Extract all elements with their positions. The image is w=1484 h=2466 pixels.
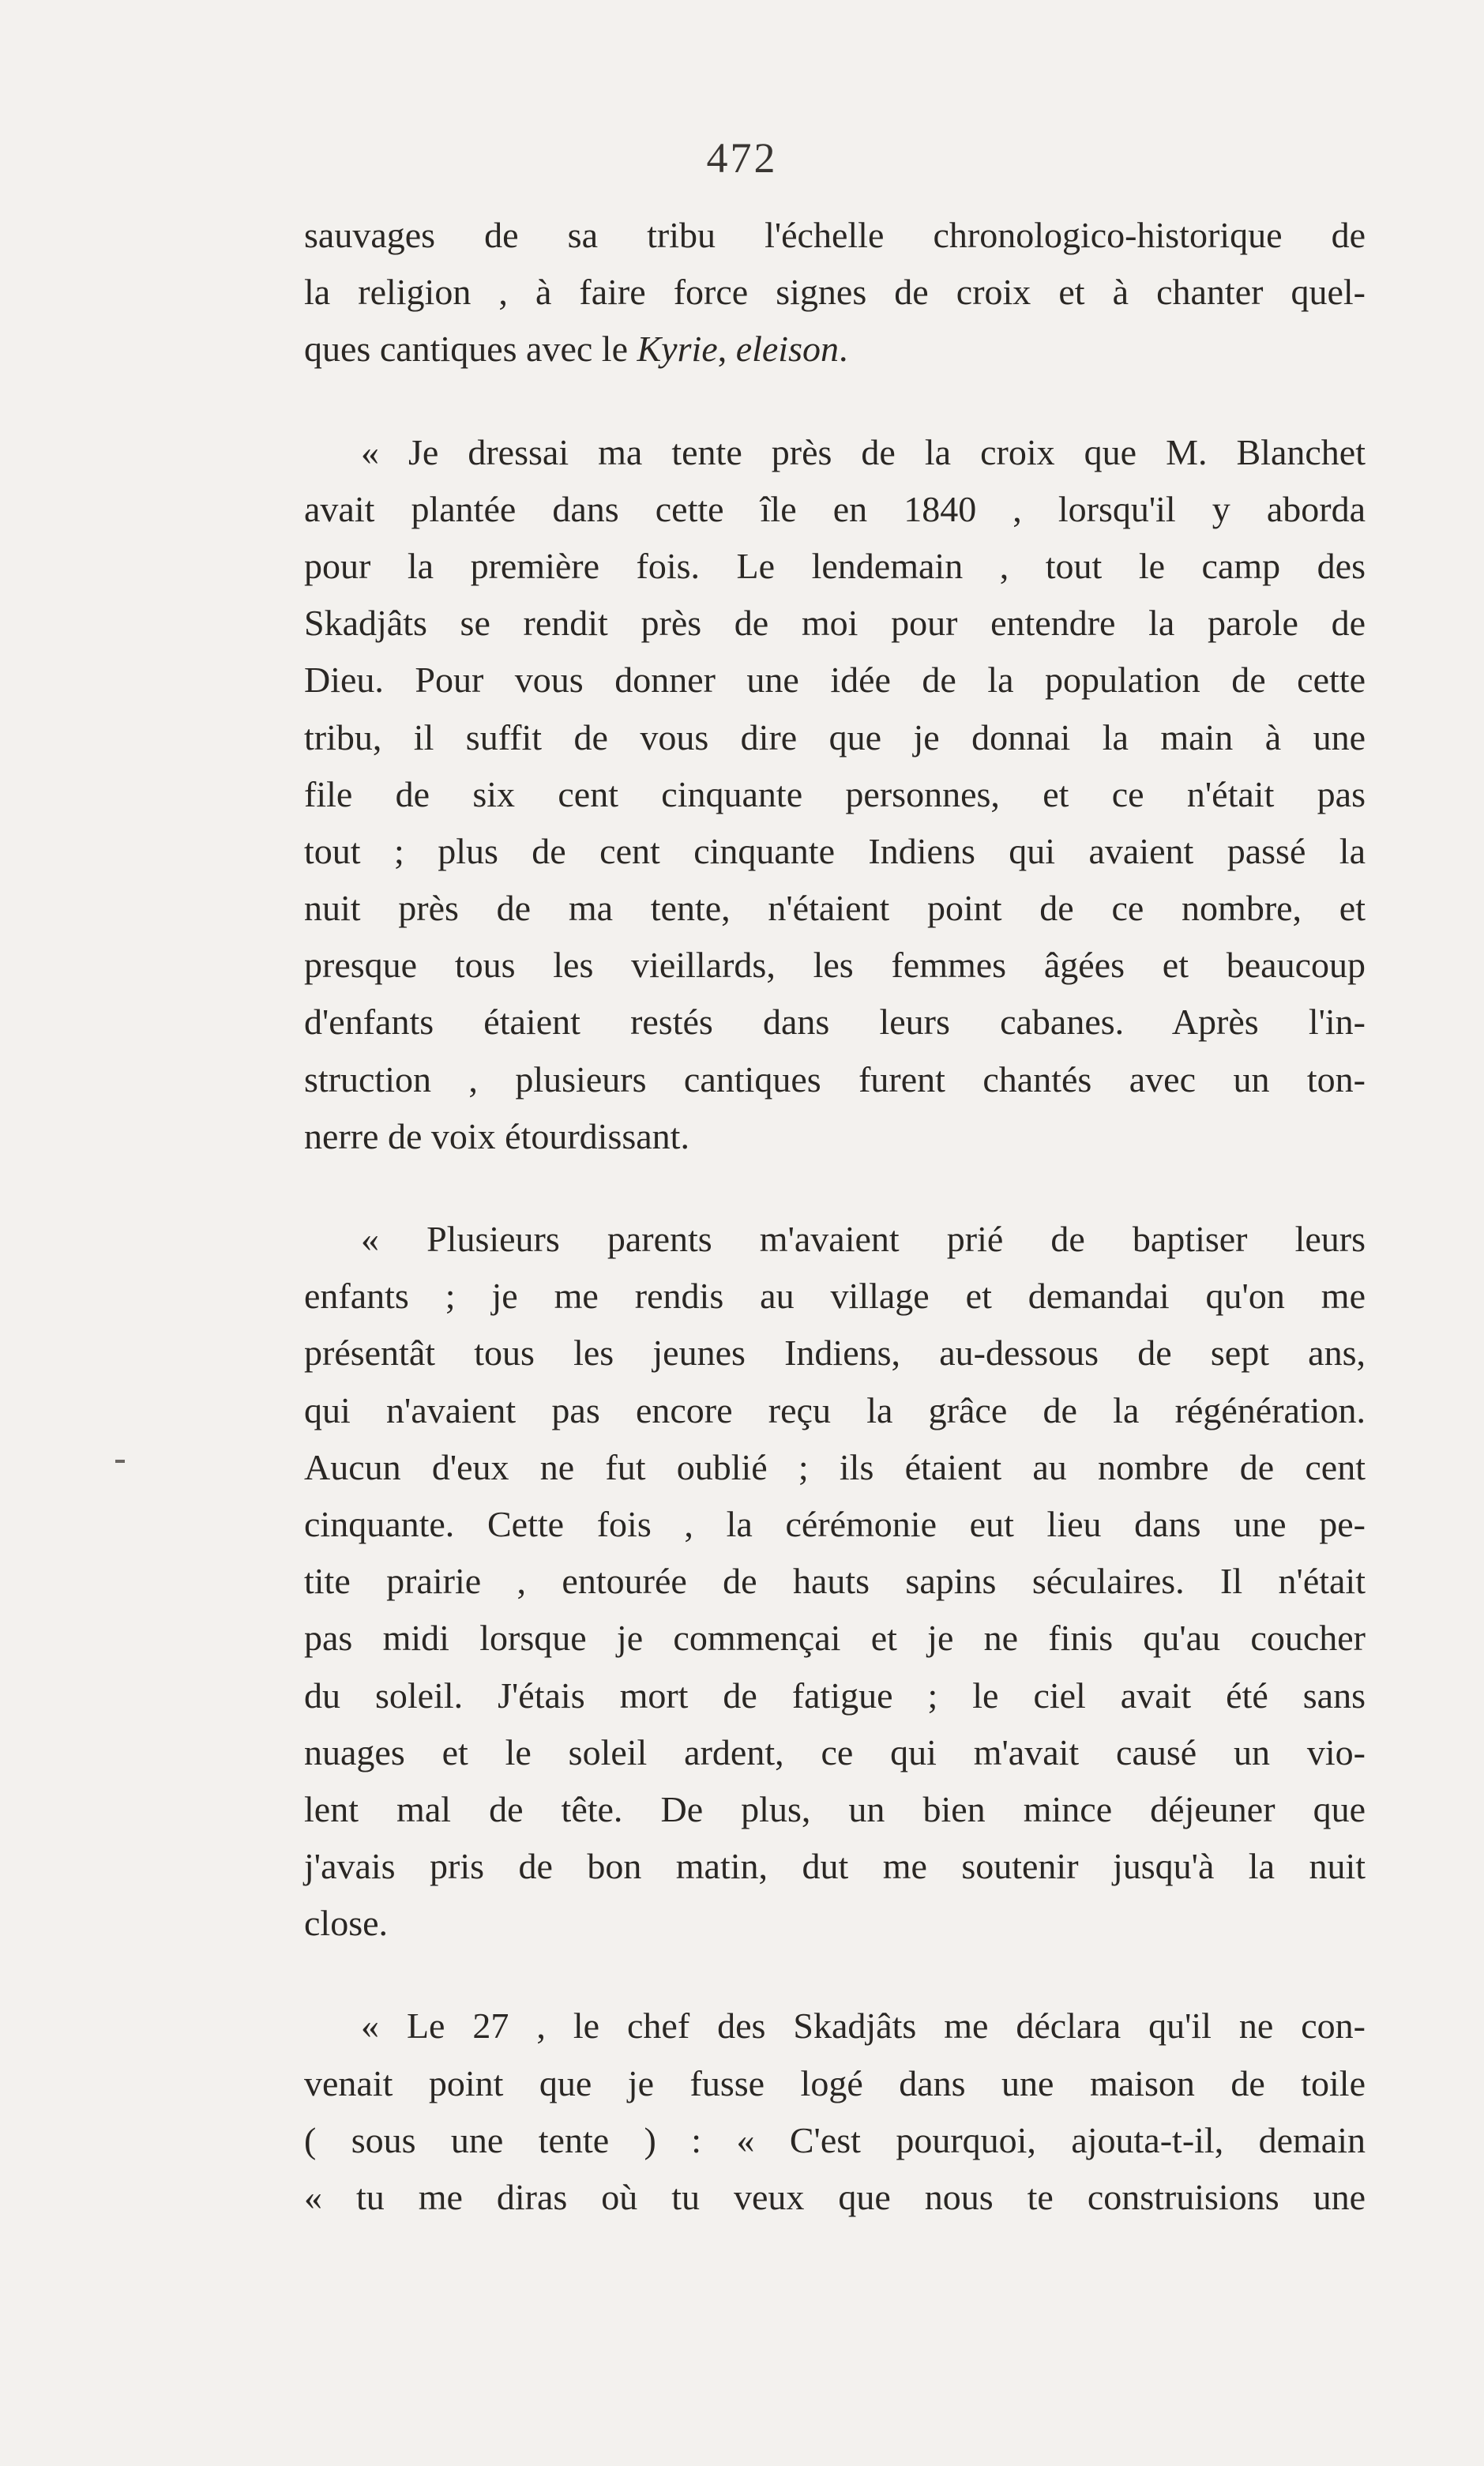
text-line: presque tous les vieillards, les femmes âgées et beaucoup: [304, 945, 1366, 986]
text-line: [304, 321, 1366, 378]
text-line: file de six cent cinquante personnes, et ce n'était pas: [304, 773, 1366, 814]
text-line: tribu, il suffit de vous dire que je donnai la main à une: [304, 716, 1366, 757]
text-line: sauvages de sa tribu l'échelle chronologico-historique de: [304, 215, 1366, 255]
text-line: « Je dressai ma tente près de la croix que M. Blanchet: [361, 431, 1366, 472]
text-line: qui n'avaient pas encore reçu la grâce de la régénération.: [304, 1389, 1366, 1430]
text-line: j'avais pris de bon matin, dut me soutenir jusqu'à la nuit: [304, 1846, 1366, 1887]
page-number: 472: [706, 134, 778, 182]
text-line: venait point que je fusse logé dans une maison de toile: [304, 2062, 1366, 2103]
text-line: tout ; plus de cent cinquante Indiens qui avaient passé la: [304, 830, 1366, 871]
body-text: [304, 207, 1366, 2226]
text-line: avait plantée dans cette île en 1840 , lorsqu'il y aborda: [304, 488, 1366, 529]
text-line: nerre de voix étourdissant.: [304, 1115, 689, 1156]
text-run: ,: [717, 329, 736, 370]
text-line: « tu me diras où tu veux que nous te construisions une: [304, 2177, 1366, 2217]
paragraph-2: [304, 424, 1366, 1165]
paragraph-gap: [304, 1165, 1366, 1211]
margin-mark: [115, 1460, 125, 1463]
paragraph-3: [304, 1211, 1366, 1952]
text-line: la religion , à faire force signes de croix et à chanter quel-: [304, 272, 1366, 313]
text-line: cinquante. Cette fois , la cérémonie eut lieu dans une pe-: [304, 1503, 1366, 1544]
text-line: « Le 27 , le chef des Skadjâts me déclara qu'il ne con-: [361, 2006, 1366, 2047]
text-line: nuages et le soleil ardent, ce qui m'avait causé un vio-: [304, 1731, 1366, 1772]
text-line: struction , plusieurs cantiques furent chantés avec un ton-: [304, 1058, 1366, 1100]
paragraph-gap: [304, 378, 1366, 424]
text-line: pas midi lorsque je commençai et je ne finis qu'au coucher: [304, 1618, 1366, 1659]
text-line: Skadjâts se rendit près de moi pour entendre la parole de: [304, 603, 1366, 644]
paragraph-1: [304, 207, 1366, 378]
text-line: enfants ; je me rendis au village et demandai qu'on me: [304, 1276, 1366, 1317]
text-line: ( sous une tente ) : « C'est pourquoi, ajouta-t-il, demain: [304, 2119, 1366, 2160]
text-line: « Plusieurs parents m'avaient prié de baptiser leurs: [361, 1219, 1366, 1259]
text-line: nuit près de ma tente, n'étaient point de ce nombre, et: [304, 888, 1366, 929]
italic-word-eleison: eleison: [735, 329, 839, 370]
text-line: présentât tous les jeunes Indiens, au-dessous de sept ans,: [304, 1333, 1366, 1374]
text-run: .: [838, 329, 848, 370]
text-run: ques cantiques avec le: [304, 329, 637, 370]
text-line: close.: [304, 1903, 389, 1944]
text-line: du soleil. J'étais mort de fatigue ; le ciel avait été sans: [304, 1675, 1366, 1716]
italic-word-kyrie: Kyrie: [637, 329, 718, 370]
text-line: lent mal de tête. De plus, un bien mince déjeuner que: [304, 1788, 1366, 1829]
text-line: Dieu. Pour vous donner une idée de la population de cette: [304, 660, 1366, 701]
text-line: Aucun d'eux ne fut oublié ; ils étaient au nombre de cent: [304, 1446, 1366, 1487]
paragraph-4: [304, 1998, 1366, 2226]
text-line: d'enfants étaient restés dans leurs cabanes. Après l'in-: [304, 1002, 1366, 1043]
text-line: tite prairie , entourée de hauts sapins séculaires. Il n'était: [304, 1561, 1366, 1602]
paragraph-gap: [304, 1952, 1366, 1998]
text-line: pour la première fois. Le lendemain , tout le camp des: [304, 545, 1366, 586]
